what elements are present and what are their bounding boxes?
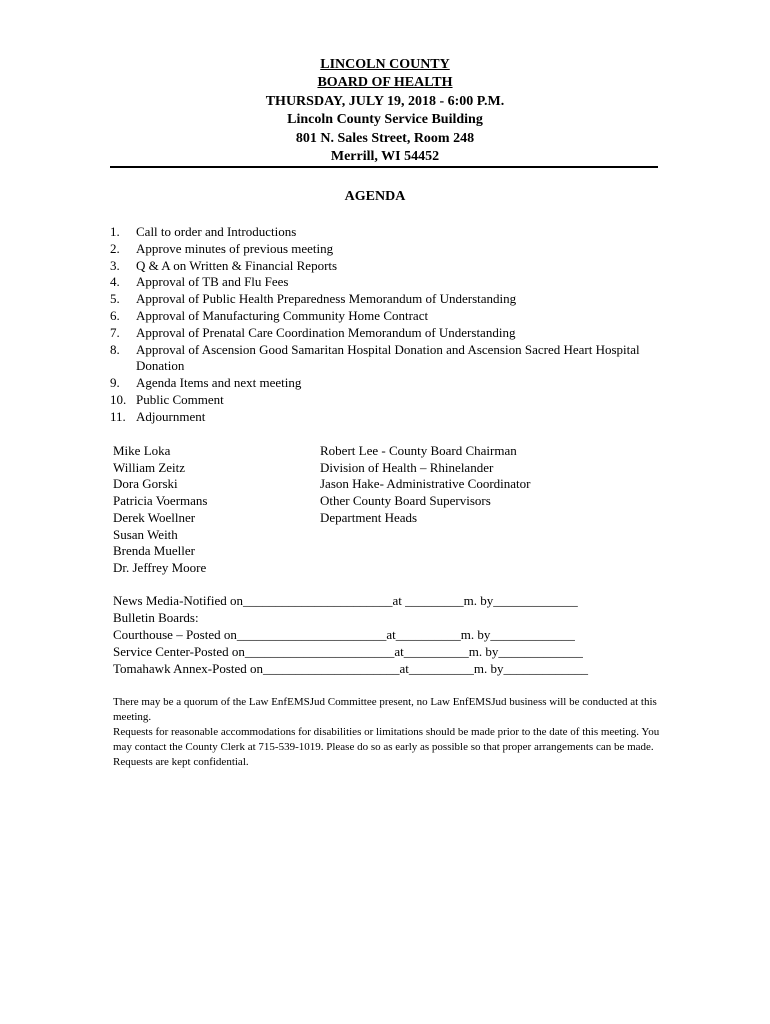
- agenda-item-text: Q & A on Written & Financial Reports: [136, 257, 338, 273]
- agenda-item-number: 5.: [110, 291, 120, 307]
- meeting-street-address: 801 N. Sales Street, Room 248: [295, 130, 475, 146]
- agenda-item-number: 3.: [110, 257, 120, 273]
- posting-line-courthouse: Courthouse – Posted on_______________________at__________m. by_____________: [113, 626, 575, 642]
- agenda-item-number: 4.: [110, 274, 120, 290]
- agenda-item-text: Public Comment: [136, 391, 224, 407]
- agenda-items-list: [110, 224, 670, 426]
- agenda-item: [110, 224, 670, 241]
- agenda-item-number: 6.: [110, 307, 120, 323]
- board-member: Brenda Mueller: [113, 543, 195, 559]
- agenda-item-number: 8.: [110, 341, 120, 357]
- agenda-item-text: Approval of Manufacturing Community Home Contract: [136, 307, 429, 323]
- agenda-item-text: Approve minutes of previous meeting: [136, 240, 334, 256]
- county-name: LINCOLN COUNTY: [320, 57, 450, 72]
- agenda-item-text: Approval of TB and Flu Fees: [136, 274, 289, 290]
- agenda-item: [110, 241, 670, 258]
- agenda-item-text: Approval of Public Health Preparedness Memorandum of Understanding: [136, 291, 517, 307]
- posting-line-tomahawk-annex: Tomahawk Annex-Posted on_____________________at__________m. by_____________: [113, 660, 589, 676]
- board-member: Dora Gorski: [113, 476, 178, 492]
- agenda-item: [110, 342, 670, 376]
- meeting-notice: [113, 695, 673, 770]
- agenda-item: [110, 325, 670, 342]
- distribution-recipient: Other County Board Supervisors: [320, 493, 491, 509]
- posting-record: [113, 593, 588, 678]
- header-divider: [110, 166, 658, 168]
- agenda-item: [110, 375, 670, 392]
- agenda-item: [110, 308, 670, 325]
- board-members-list: [113, 443, 207, 577]
- distribution-recipient: Jason Hake- Administrative Coordinator: [320, 476, 531, 492]
- board-member: Mike Loka: [113, 443, 171, 458]
- board-member: Susan Weith: [113, 526, 178, 542]
- agenda-item-text: Agenda Items and next meeting: [136, 375, 302, 391]
- board-member: William Zeitz: [113, 459, 186, 475]
- agenda-item-number: 11.: [110, 408, 126, 424]
- agenda-item: [110, 258, 670, 275]
- agenda-item-number: 2.: [110, 240, 120, 256]
- agenda-item: [110, 274, 670, 291]
- agenda-item: [110, 392, 670, 409]
- board-name: BOARD OF HEALTH: [317, 75, 453, 91]
- distribution-recipient: Robert Lee - County Board Chairman: [320, 443, 517, 458]
- agenda-item-number: 7.: [110, 324, 120, 340]
- board-member: Dr. Jeffrey Moore: [113, 559, 207, 575]
- distribution-recipient: Department Heads: [320, 509, 418, 525]
- meeting-building: Lincoln County Service Building: [287, 112, 483, 128]
- agenda-item-text: Approval of Ascension Good Samaritan Hospital Donation and Ascension Sacred Heart Hospital Donation: [136, 341, 640, 374]
- accommodations-notice: Requests for reasonable accommodations for disabilities or limitations should be made prior to the date of this meeting. You may contact the County Clerk at 715-539-1019. Please do so as early as possible so that proper arrangements can be made. Requests are kept confidential.: [113, 726, 660, 768]
- posting-line-news-media: News Media-Notified on_______________________at _________m. by_____________: [113, 593, 578, 608]
- agenda-item-number: 1.: [110, 224, 120, 239]
- meeting-date-time: THURSDAY, JULY 19, 2018 - 6:00 P.M.: [265, 93, 505, 109]
- posting-line-service-center: Service Center-Posted on_______________________at__________m. by_____________: [113, 643, 583, 659]
- agenda-item-number: 9.: [110, 375, 120, 391]
- distribution-list: [320, 443, 531, 527]
- agenda-item-text: Call to order and Introductions: [136, 224, 297, 239]
- board-member: Patricia Voermans: [113, 493, 208, 509]
- posting-bulletin-boards-label: Bulletin Boards:: [113, 609, 199, 625]
- document-header: [110, 56, 660, 166]
- agenda-item: [110, 409, 670, 426]
- agenda-item: [110, 291, 670, 308]
- agenda-item-text: Adjournment: [136, 408, 206, 424]
- meeting-city-state-zip: Merrill, WI 54452: [330, 149, 440, 165]
- distribution-recipient: Division of Health – Rhinelander: [320, 459, 494, 475]
- agenda-item-text: Approval of Prenatal Care Coordination Memorandum of Understanding: [136, 324, 516, 340]
- agenda-title: AGENDA: [344, 189, 406, 204]
- board-member: Derek Woellner: [113, 509, 196, 525]
- agenda-item-number: 10.: [110, 391, 127, 407]
- quorum-notice: There may be a quorum of the Law EnfEMSJud Committee present, no Law EnfEMSJud business will be conducted at this meeting.: [113, 696, 657, 723]
